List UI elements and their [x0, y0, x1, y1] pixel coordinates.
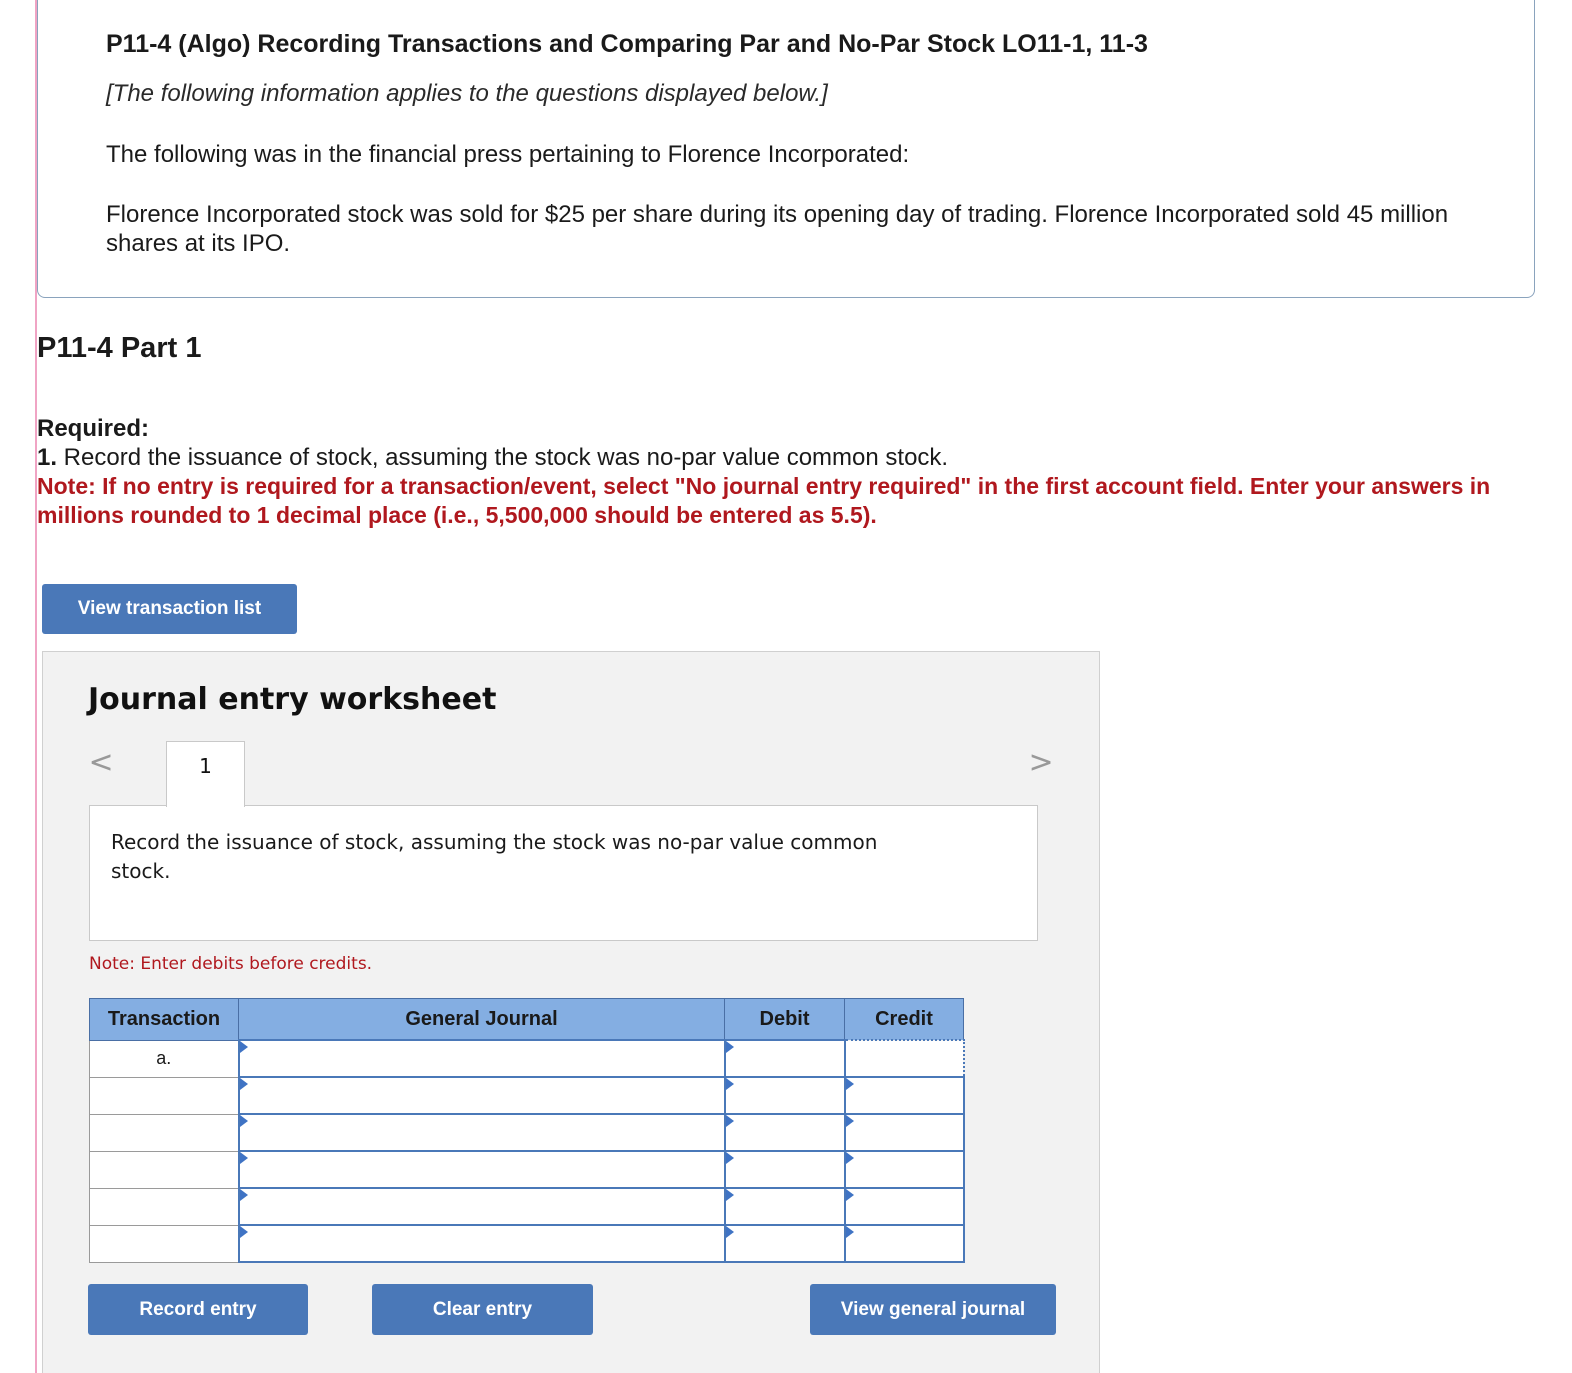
dropdown-marker-icon: [240, 1152, 248, 1164]
view-transaction-list-button[interactable]: View transaction list: [42, 584, 297, 634]
view-general-journal-button[interactable]: View general journal: [810, 1284, 1056, 1335]
debit-field[interactable]: [726, 1078, 844, 1113]
dropdown-marker-icon: [240, 1226, 248, 1238]
required-information-card: [37, 0, 1535, 298]
account-select-cell[interactable]: [239, 1077, 725, 1114]
debit-field[interactable]: [726, 1152, 844, 1187]
debit-cell[interactable]: [725, 1151, 845, 1188]
account-select-cell[interactable]: [239, 1225, 725, 1262]
required-block: [37, 414, 1547, 530]
credit-field[interactable]: [846, 1115, 963, 1150]
account-field[interactable]: [240, 1078, 724, 1113]
header-debit: Debit: [725, 999, 845, 1041]
intro-text: [The following information applies to the questions displayed below.]: [106, 80, 828, 107]
dropdown-marker-icon: [846, 1078, 854, 1090]
prompt-text: Record the issuance of stock, assuming the stock was no-par value common stock.: [111, 830, 878, 883]
dropdown-marker-icon: [846, 1152, 854, 1164]
journal-table: [89, 998, 965, 1263]
dropdown-marker-icon: [846, 1115, 854, 1127]
journal-header-row: [90, 999, 964, 1041]
required-note: Note: If no entry is required for a transaction/event, select "No journal entry required" in the first account field. Enter your answers in millions rounded to 1 decimal place (i.e., 5,500,000 should be entered as 5.5).: [37, 473, 1491, 528]
dropdown-marker-icon: [240, 1115, 248, 1127]
account-select-cell[interactable]: [239, 1151, 725, 1188]
transaction-cell: [90, 1188, 239, 1225]
debit-cell[interactable]: [725, 1225, 845, 1262]
credit-cell[interactable]: [845, 1225, 964, 1262]
credit-cell[interactable]: [845, 1188, 964, 1225]
table-row: [90, 1151, 964, 1188]
tab-entry-1[interactable]: 1: [166, 741, 245, 807]
debit-field[interactable]: [726, 1189, 844, 1224]
credit-field[interactable]: [846, 1078, 963, 1113]
debit-cell[interactable]: [725, 1188, 845, 1225]
header-general-journal: General Journal: [239, 999, 725, 1041]
part-title: P11-4 Part 1: [37, 332, 202, 364]
header-transaction: Transaction: [90, 999, 239, 1041]
debit-field[interactable]: [726, 1226, 844, 1261]
dropdown-marker-icon: [726, 1226, 734, 1238]
debit-cell[interactable]: [725, 1040, 845, 1077]
credit-field[interactable]: [846, 1152, 963, 1187]
clear-entry-button[interactable]: Clear entry: [372, 1284, 593, 1335]
dropdown-marker-icon: [846, 1189, 854, 1201]
chevron-right-icon[interactable]: >: [1028, 745, 1054, 780]
credit-field[interactable]: [846, 1226, 963, 1261]
dropdown-marker-icon: [726, 1115, 734, 1127]
transaction-cell: [90, 1040, 239, 1077]
required-label: Required:: [37, 415, 150, 442]
dropdown-marker-icon: [846, 1226, 854, 1238]
chevron-left-icon[interactable]: <: [88, 745, 114, 780]
dropdown-marker-icon: [726, 1152, 734, 1164]
account-field[interactable]: [240, 1226, 724, 1261]
credit-cell[interactable]: [845, 1114, 964, 1151]
required-item-number: 1.: [37, 444, 58, 471]
account-field[interactable]: [240, 1115, 724, 1150]
credit-field[interactable]: [846, 1041, 963, 1076]
required-item-text: Record the issuance of stock, assuming the stock was no-par value common stock.: [57, 444, 949, 471]
debit-field[interactable]: [726, 1041, 844, 1076]
table-row: [90, 1040, 964, 1077]
problem-title: P11-4 (Algo) Recording Transactions and Comparing Par and No-Par Stock LO11-1, 11-3: [106, 30, 1148, 58]
table-row: [90, 1188, 964, 1225]
press-detail: Florence Incorporated stock was sold for $25 per share during its opening day of trading. Florence Incorporated sold 45 million shares at its IPO.: [106, 201, 1449, 257]
transaction-cell: [90, 1077, 239, 1114]
credit-cell[interactable]: [845, 1040, 964, 1077]
account-select-cell[interactable]: [239, 1188, 725, 1225]
table-row: [90, 1114, 964, 1151]
transaction-label: a.: [156, 1048, 172, 1068]
dropdown-marker-icon: [240, 1078, 248, 1090]
account-select-cell[interactable]: [239, 1114, 725, 1151]
credit-field[interactable]: [846, 1189, 963, 1224]
dropdown-marker-icon: [726, 1189, 734, 1201]
journal-entry-worksheet: [42, 651, 1100, 1373]
header-credit: Credit: [845, 999, 964, 1041]
table-row: [90, 1225, 964, 1262]
debit-cell[interactable]: [725, 1077, 845, 1114]
debit-note: Note: Enter debits before credits.: [89, 954, 373, 974]
worksheet-title: Journal entry worksheet: [88, 682, 497, 717]
credit-cell[interactable]: [845, 1077, 964, 1114]
debit-cell[interactable]: [725, 1114, 845, 1151]
prompt-box: [89, 805, 1038, 941]
transaction-cell: [90, 1114, 239, 1151]
transaction-cell: [90, 1151, 239, 1188]
required-item: [37, 444, 948, 471]
dropdown-marker-icon: [726, 1041, 734, 1053]
transaction-cell: [90, 1225, 239, 1262]
dropdown-marker-icon: [726, 1078, 734, 1090]
account-select-cell[interactable]: [239, 1040, 725, 1077]
dropdown-marker-icon: [240, 1041, 248, 1053]
debit-field[interactable]: [726, 1115, 844, 1150]
account-field[interactable]: [240, 1189, 724, 1224]
record-entry-button[interactable]: Record entry: [88, 1284, 308, 1335]
credit-cell[interactable]: [845, 1151, 964, 1188]
press-line: The following was in the financial press pertaining to Florence Incorporated:: [106, 141, 910, 168]
dropdown-marker-icon: [240, 1189, 248, 1201]
account-field[interactable]: [240, 1152, 724, 1187]
account-field[interactable]: [240, 1041, 724, 1076]
table-row: [90, 1077, 964, 1114]
